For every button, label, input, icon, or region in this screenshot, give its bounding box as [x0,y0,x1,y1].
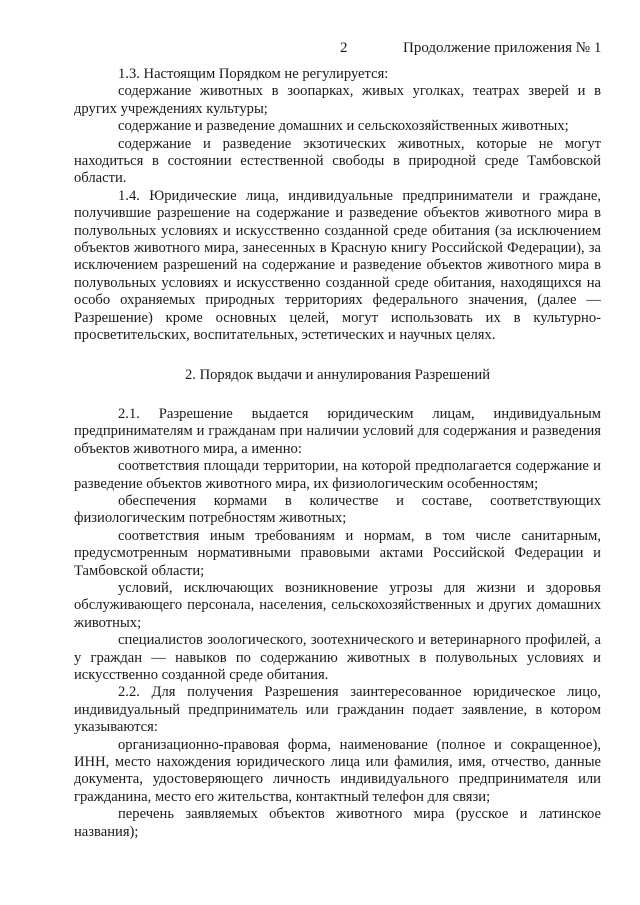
document-body [74,66,601,841]
paragraph: содержание и разведение домашних и сельскохозяйственных животных; [118,118,569,135]
paragraph: содержание и разведение экзотических животных, которые не могут находиться в состоянии естественной свободы в природной среде Тамбовской области. [74,135,601,187]
paragraph: 1.4. Юридические лица, индивидуальные предприниматели и граждане, получившие разрешение на содержание и разведение объектов животного мира в полувольных условиях и искусственно созданной среде обитания (за исключением объектов животного мира, занесенных в Красную книгу Российской Федерации), за исключением разрешений на содержание и разведение объектов животного мира в полувольных условиях и искусственно созданной среде обитания, находящихся на особо охраняемых природных территориях федерального значения, (далее — Разрешение) кроме основных целей, могут использовать их в культурно-просветительских, воспитательных, эстетических и научных целях. [74,187,601,344]
paragraph: 2.1. Разрешение выдается юридическим лицам, индивидуальным предпринимателям и гражданам при наличии условий для содержания и разведения объектов животного мира, а именно: [74,405,601,457]
paragraph: содержание животных в зоопарках, живых уголках, театрах зверей и в других учреждениях культуры; [74,83,601,117]
continuation-note: Продолжение приложения № 1 [403,40,602,56]
paragraph: перечень заявляемых объектов животного мира (русское и латинское названия); [74,806,601,840]
paragraph: специалистов зоологического, зоотехнического и ветеринарного профилей, а у граждан — навыков по содержанию животных в полувольных условиях и искусственно созданной среде обитания. [74,632,601,683]
paragraph: 2.2. Для получения Разрешения заинтересованное юридическое лицо, индивидуальный предприниматель или гражданин подает заявление, в котором указываются: [74,684,601,736]
page-header [0,40,640,60]
paragraph: 1.3. Настоящим Порядком не регулируется: [118,66,389,82]
paragraph: организационно-правовая форма, наименование (полное и сокращенное), ИНН, место нахождения юридического лица или фамилия, имя, отчество, данные документа, удостоверяющего личность индивидуального предпринимателя или гражданина, место его жительства, контактный телефон для связи; [74,736,601,805]
paragraph: обеспечения кормами в количестве и составе, соответствующих физиологическим потребностям животных; [74,492,601,527]
paragraph: соответствия иным требованиям и нормам, в том числе санитарным, предусмотренным нормативными правовыми актами Российской Федерации и Тамбовской области; [74,527,601,579]
paragraph: условий, исключающих возникновение угрозы для жизни и здоровья обслуживающего персонала, населения, сельскохозяйственных и других домашних животных; [74,579,601,631]
paragraph: соответствия площади территории, на которой предполагается содержание и разведение объектов животного мира, их физиологическим особенностям; [74,458,601,492]
page-number: 2 [340,40,348,56]
section-title: 2. Порядок выдачи и аннулирования Разрешений [184,366,491,383]
